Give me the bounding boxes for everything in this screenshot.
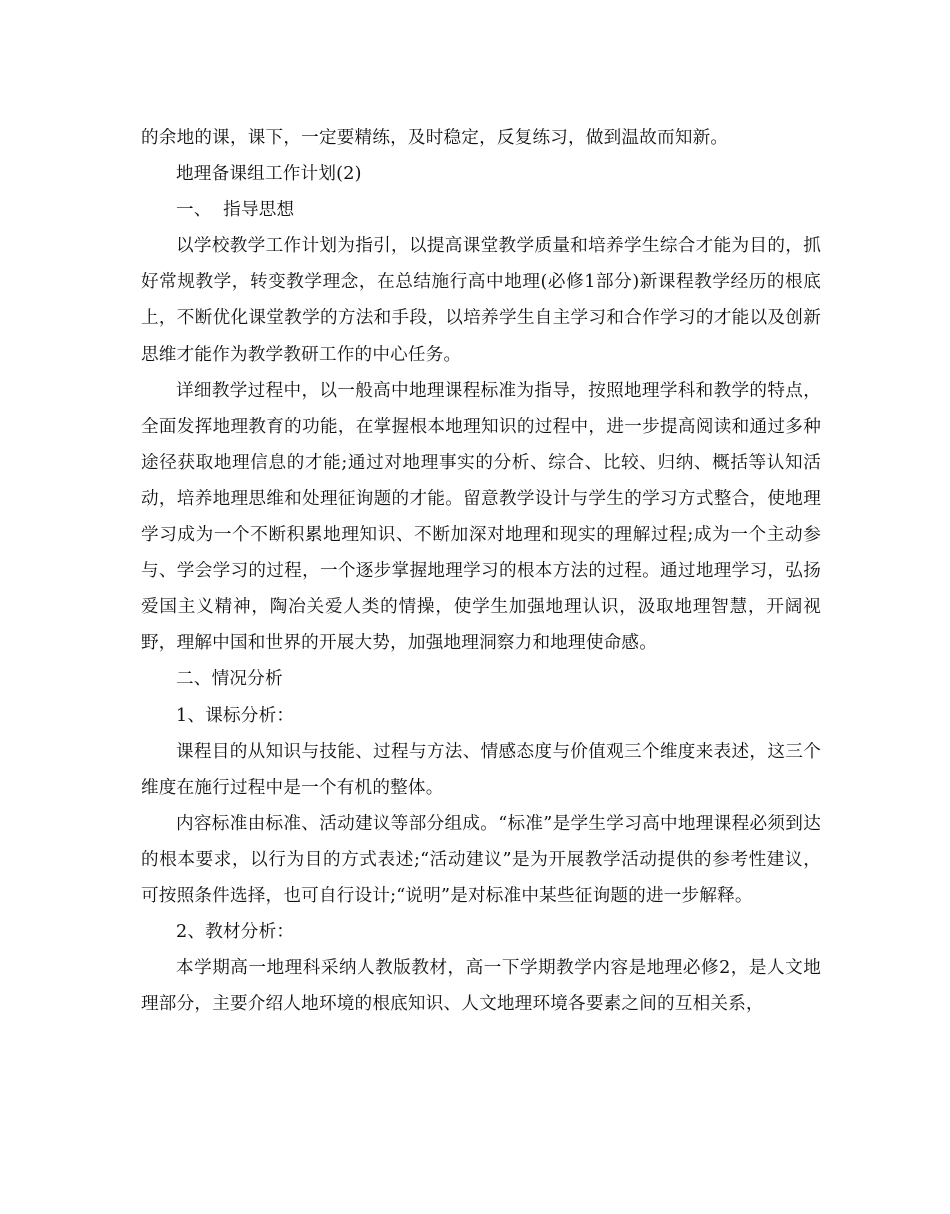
heading-guiding-ideology: 一、 指导思想	[176, 200, 295, 221]
paragraph-guiding-ideology: 以学校教学工作计划为指引，以提高课堂教学质量和培养学生综合才能为目的，抓好常规教学，转变教学理念，在总结施行高中地理(必修1部分)新课程教学经历的根底上，不断优化课堂教学的方法和手段，以培养学生自主学习和合作学习的才能以及创新思维才能作为教学教研工作的中心任务。	[141, 236, 821, 365]
paragraph-continuation: 的余地的课，课下，一定要精练，及时稳定，反复练习，做到温故而知新。	[141, 128, 729, 148]
paragraph-curriculum-goals: 课程目的从知识与技能、过程与方法、情感态度与价值观三个维度来表述，这三个维度在施行过程中是一个有机的整体。	[141, 741, 821, 798]
heading-situation-analysis: 二、情况分析	[176, 669, 283, 690]
paragraph-content-standards: 内容标准由标准、活动建议等部分组成。“标准”是学生学习高中地理课程必须到达的根本要求，以行为目的方式表述;“活动建议”是为开展教学活动提供的参考性建议，可按照条件选择，也可自行设计;“说明”是对标准中某些征询题的进一步解释。	[141, 813, 821, 906]
paragraph-textbook: 本学期高一地理科采纳人教版教材，高一下学期教学内容是地理必修2，是人文地理部分，主要介绍人地环境的根底知识、人文地理环境各要素之间的互相关系，	[141, 958, 821, 1015]
document-page	[141, 120, 821, 1022]
subheading-curriculum-analysis: 1、课标分析：	[176, 705, 295, 726]
subheading-textbook-analysis: 2、教材分析：	[176, 922, 295, 943]
section-title: 地理备课组工作计划(2)	[176, 164, 362, 185]
paragraph-teaching-process: 详细教学过程中，以一般高中地理课程标准为指导，按照地理学科和教学的特点，全面发挥地理教育的功能，在掌握根本地理知识的过程中，进一步提高阅读和通过多种途径获取地理信息的才能;通过对地理事实的分析、综合、比较、归纳、概括等认知活动，培养地理思维和处理征询题的才能。留意教学设计与学生的学习方式整合，使地理学习成为一个不断积累地理知识、不断加深对地理和现实的理解过程;成为一个主动参与、学会学习的过程，一个逐步掌握地理学习的根本方法的过程。通过地理学习，弘扬爱国主义精神，陶冶关爱人类的情操，使学生加强地理认识，汲取地理智慧，开阔视野，理解中国和世界的开展大势，加强地理洞察力和地理使命感。	[141, 380, 821, 654]
